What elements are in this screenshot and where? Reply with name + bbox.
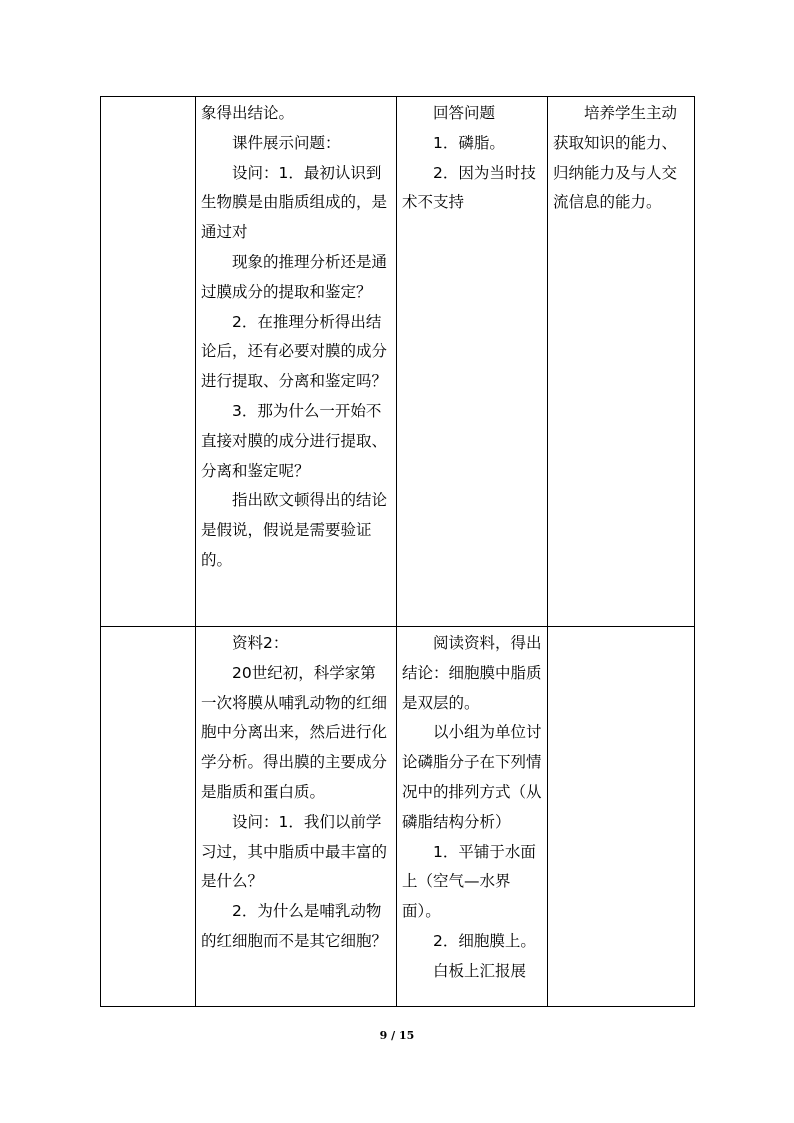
- design-intent-cell: [548, 97, 695, 627]
- paragraph: 2．细胞膜上。: [433, 931, 536, 950]
- paragraph: 阅读资料，得出结论：细胞膜中脂质是双层的。: [402, 634, 542, 712]
- paragraph: 培养学生主动获取知识的能力、归纳能力及与人交流信息的能力。: [553, 104, 678, 212]
- paragraph: 设问：1．我们以前学习过，其中脂质中最丰富的是什么？: [201, 812, 388, 891]
- stage-cell: [101, 627, 196, 1007]
- table-row: [101, 627, 695, 1007]
- stage-cell: [101, 97, 196, 627]
- page-number: 9 / 15: [379, 1029, 415, 1042]
- paragraph: 现象的推理分析还是通过膜成分的提取和鉴定？: [201, 252, 388, 301]
- teaching-process-cell: [196, 97, 397, 627]
- paragraph: 1．平铺于水面上（空气—水界面）。: [402, 842, 536, 921]
- student-activity-cell: [397, 627, 548, 1007]
- paragraph: 20世纪初，科学家第一次将膜从哺乳动物的红细胞中分离出来，然后进行化学分析。得出膜的主要成分是脂质和蛋白质。: [201, 663, 388, 801]
- lesson-table: [100, 96, 695, 1007]
- paragraph: 3．那为什么一开始不直接对膜的成分进行提取、分离和鉴定呢？: [201, 401, 388, 480]
- paragraph: 2．为什么是哺乳动物的红细胞而不是其它细胞？: [201, 902, 388, 950]
- paragraph: 指出欧文顿得出的结论是假说，假说是需要验证的。: [201, 491, 388, 569]
- student-activity-cell: [397, 97, 548, 627]
- table-row: [101, 97, 695, 627]
- paragraph: 白板上汇报展: [433, 961, 527, 980]
- paragraph: 1．磷脂。: [433, 133, 505, 152]
- paragraph: 2．因为当时技术不支持: [402, 163, 536, 212]
- design-intent-cell: [548, 627, 695, 1007]
- paragraph: 资料2：: [232, 634, 289, 652]
- paragraph: 设问：1．最初认识到生物膜是由脂质组成的，是通过对: [201, 163, 388, 242]
- paragraph: 象得出结论。: [201, 104, 295, 122]
- paragraph: 2．在推理分析得出结论后，还有必要对膜的成分进行提取、分离和鉴定吗？: [201, 312, 388, 391]
- teaching-process-cell: [196, 627, 397, 1007]
- paragraph: 课件展示问题：: [232, 133, 341, 152]
- paragraph: 回答问题: [433, 104, 496, 122]
- paragraph: 以小组为单位讨论磷脂分子在下列情况中的排列方式（从磷脂结构分析）: [402, 723, 542, 831]
